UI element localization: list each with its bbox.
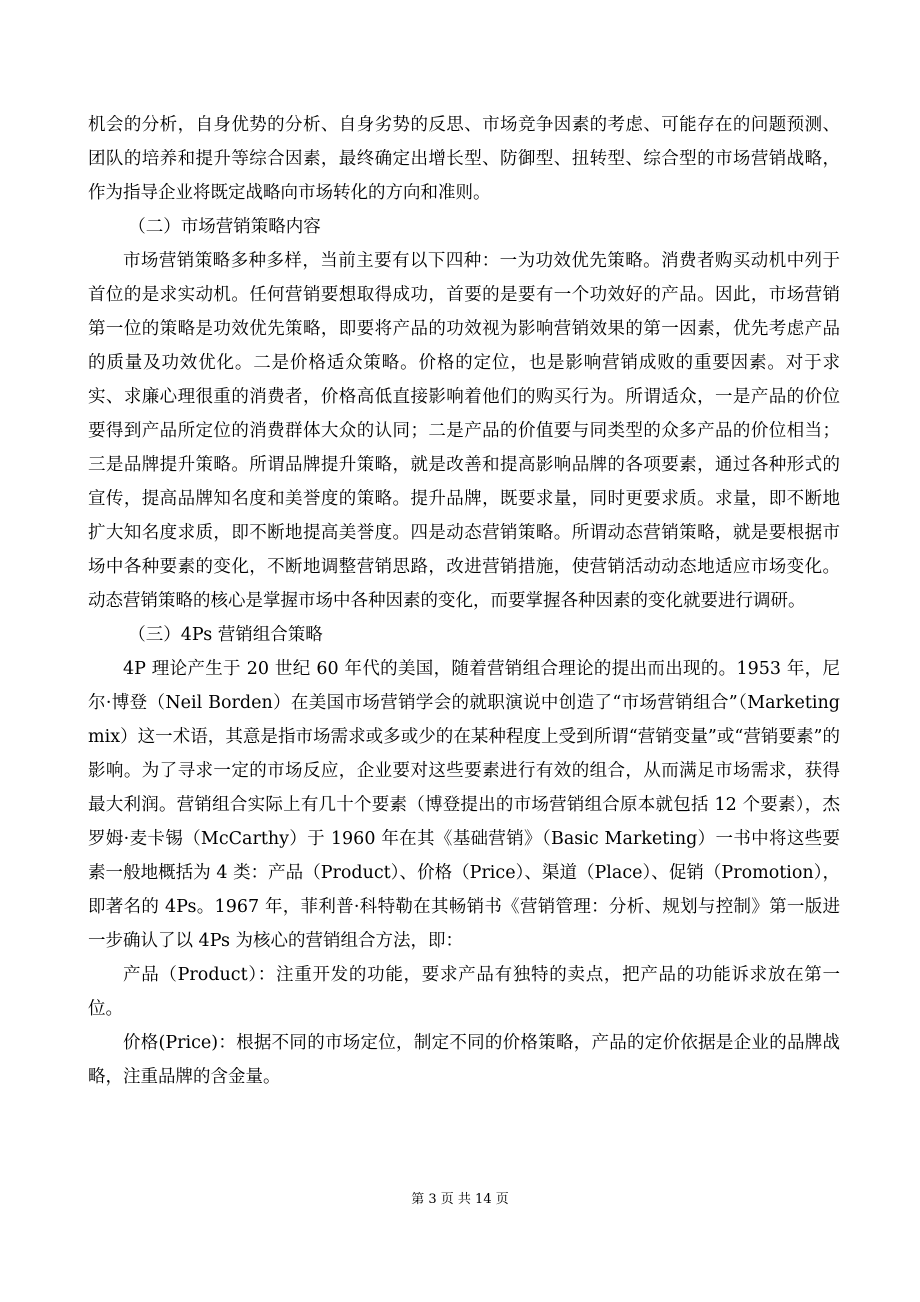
paragraph-strategy-summary: 机会的分析，自身优势的分析、自身劣势的反思、市场竞争因素的考虑、可能存在的问题预测、团队的培养和提升等综合因素，最终确定出增长型、防御型、扭转型、综合型的市场营销战略，作为指导企业将既定战略向市场转化的方向和准则。: [88, 115, 840, 203]
paragraph-price: 价格(Price)：根据不同的市场定位，制定不同的价格策略，产品的定价依据是企业的品牌战略，注重品牌的含金量。: [88, 1033, 840, 1087]
paragraph-marketing-strategies: 市场营销策略多种多样，当前主要有以下四种：一为功效优先策略。消费者购买动机中列于首位的是求实动机。任何营销要想取得成功，首要的是要有一个功效好的产品。因此，市场营销第一位的策略是功效优先策略，即要将产品的功效视为影响营销效果的第一因素，优先考虑产品的质量及功效优化。二是价格适众策略。价格的定位，也是影响营销成败的重要因素。对于求实、求廉心理很重的消费者，价格高低直接影响着他们的购买行为。所谓适众，一是产品的价位要得到产品所定位的消费群体大众的认同；二是产品的价值要与同类型的众多产品的价位相当；三是品牌提升策略。所谓品牌提升策略，就是改善和提高影响品牌的各项要素，通过各种形式的宣传，提高品牌知名度和美誉度的策略。提升品牌，既要求量，同时更要求质。求量，即不断地扩大知名度求质，即不断地提高美誉度。四是动态营销策略。所谓动态营销策略，就是要根据市场中各种要素的变化，不断地调整营销思路，改进营销措施，使营销活动动态地适应市场变化。动态营销策略的核心是掌握市场中各种因素的变化，而要掌握各种因素的变化就要进行调研。: [88, 251, 840, 611]
paragraph-4p-theory: 4P 理论产生于 20 世纪 60 年代的美国，随着营销组合理论的提出而出现的。1953 年，尼尔·博登（Neil Borden）在美国市场营销学会的就职演说中创造了“市场营销组合”（Marketing mix）这一术语，其意是指市场需求或多或少的在某种程度上受到所谓“营销变量”或“营销要素”的影响。为了寻求一定的市场反应，企业要对这些要素进行有效的组合，从而满足市场需求，获得最大利润。营销组合实际上有几十个要素（博登提出的市场营销组合原本就包括 12 个要素），杰罗姆·麦卡锡（McCarthy）于 1960 年在其《基础营销》（Basic Marketing）一书中将这些要素一般地概括为 4 类：产品（Product）、价格（Price）、渠道（Place）、促销（Promotion），即著名的 4Ps。1967 年，菲利普·科特勒在其畅销书《营销管理：分析、规划与控制》第一版进一步确认了以 4Ps 为核心的营销组合方法，即：: [88, 659, 840, 951]
page-number-footer: 第 3 页 共 14 页: [411, 1192, 509, 1207]
section-heading-marketing-strategy-content: （二）市场营销策略内容: [128, 217, 321, 237]
paragraph-product: 产品（Product）：注重开发的功能，要求产品有独特的卖点，把产品的功能诉求放在第一位。: [88, 965, 840, 1019]
section-heading-4ps: （三）4Ps 营销组合策略: [128, 625, 323, 645]
document-body: [88, 108, 840, 1094]
